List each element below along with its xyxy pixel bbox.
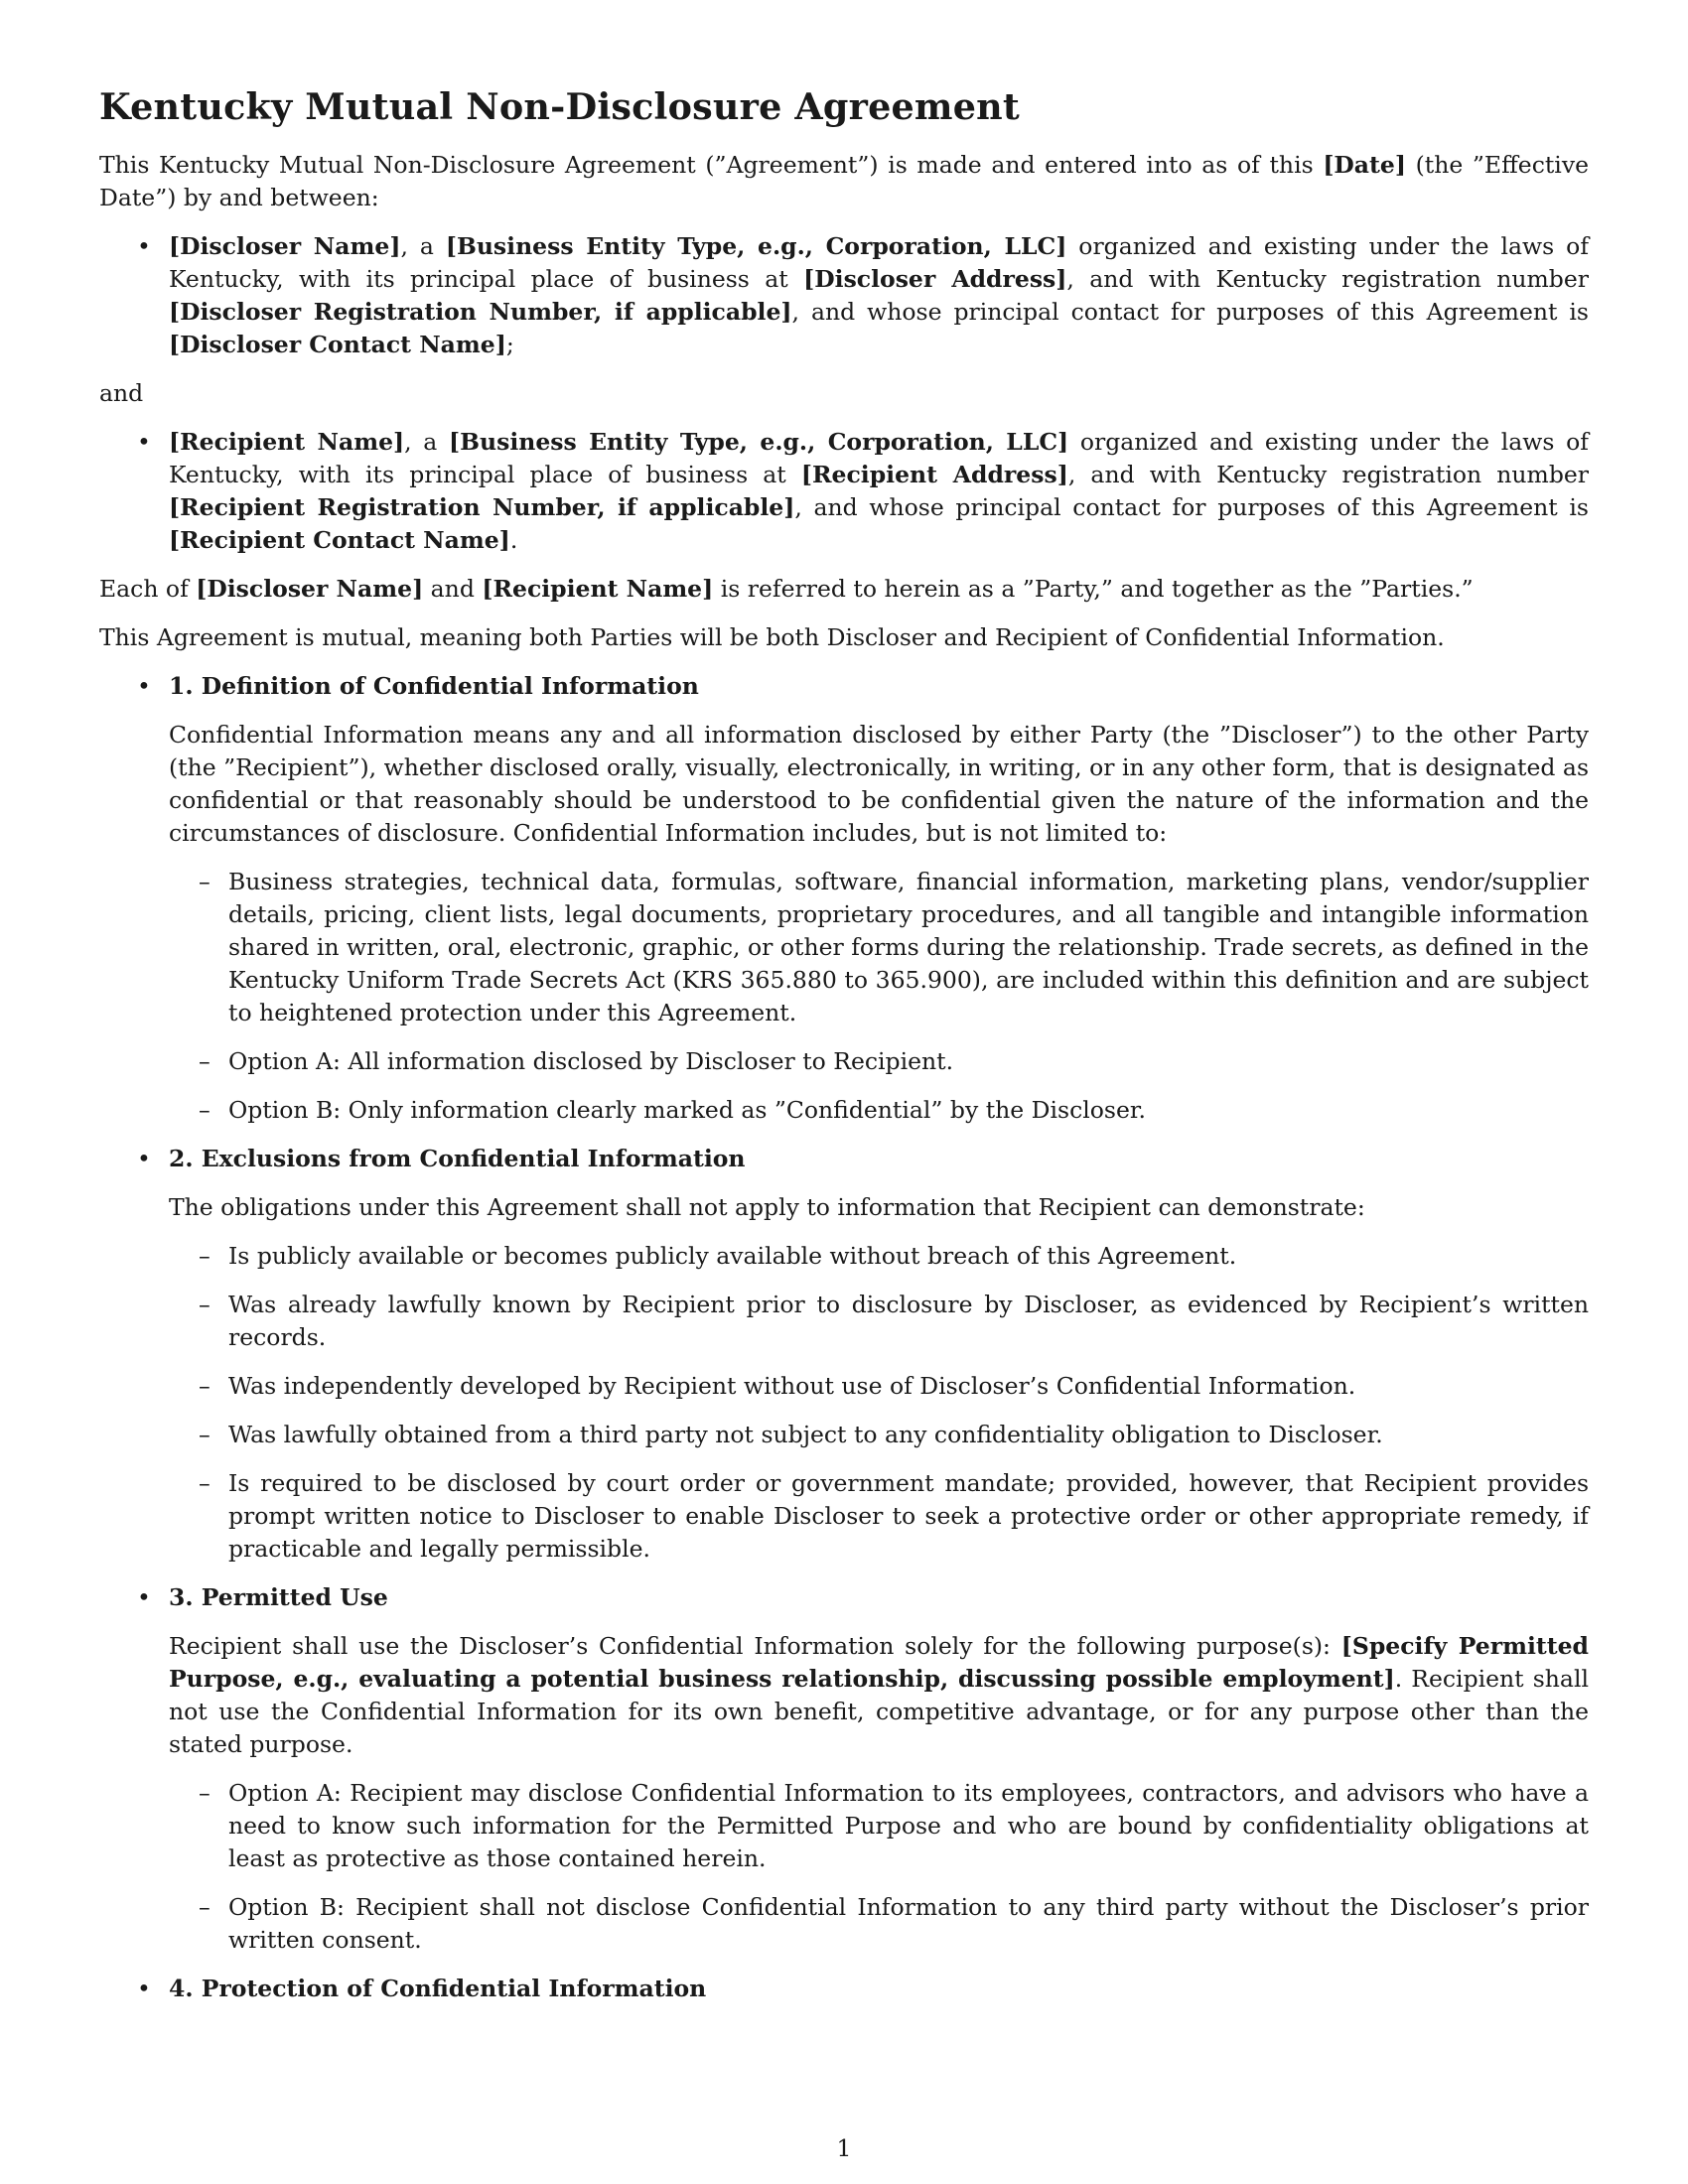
party-list-recipient [99, 426, 1589, 557]
list-item: – Business strategies, technical data, formulas, software, financial information, marketing plans, vendor/supplier details, pricing, client lists, legal documents, proprietary procedures, and all tangible and intangible information shared in written, oral, electronic, graphic, or other forms during the relationship. Trade secrets, as defined in the Kentucky Uniform Trade Secrets Act (KRS 365.880 to 365.900), are included within this definition and are subject to heightened protection under this Agreement. [169, 866, 1589, 1029]
section-3-items [169, 1777, 1589, 1957]
party-list-discloser [99, 230, 1589, 361]
section-body: Confidential Information means any and all information disclosed by either Party (the ”Discloser”) to the other Party (the ”Recipient”), whether disclosed orally, visually, electronically, in writing, or in any other form, that is designated as confidential or that reasonably should be understood to be confidential given the nature of the information and the circumstances of disclosure. Confidential Information includes, but is not limited to: [169, 721, 1589, 847]
list-item: – Option B: Recipient shall not disclose Confidential Information to any third party without the Discloser’s prior written consent. [169, 1891, 1589, 1957]
section-heading: • 3. Permitted Use [169, 1583, 388, 1611]
mutual-paragraph: This Agreement is mutual, meaning both Parties will be both Discloser and Recipient of Confidential Information. [99, 623, 1445, 651]
recipient-party-item: • [Recipient Name], a [Business Entity Type, e.g., Corporation, LLC] organized and existing under the laws of Kentucky, with its principal place of business at [Recipient Address], and with Kentucky registration number [Recipient Registration Number, if applicable], and whose principal contact for purposes of this Agreement is [Recipient Contact Name]. [99, 426, 1589, 557]
list-item: – Option B: Only information clearly marked as ”Confidential” by the Discloser. [169, 1094, 1589, 1127]
date-placeholder: [Date] [1323, 151, 1406, 179]
section-heading: • 2. Exclusions from Confidential Information [169, 1145, 746, 1172]
section-3 [99, 1581, 1589, 1957]
permitted-purpose-placeholder: [Specify Permitted Purpose, e.g., evaluating a potential business relationship, discussing possible employment] [169, 1632, 1589, 1693]
sections-list [99, 670, 1589, 2005]
document-body [99, 85, 1589, 2021]
section-body: Recipient shall use the Discloser’s Confidential Information solely for the following purpose(s): [Specify Permitted Purpose, e.g., evaluating a potential business relationship, discussing possible employment]. Recipient shall not use the Confidential Information for its own benefit, competitive advantage, or for any purpose other than the stated purpose. [169, 1632, 1589, 1758]
list-item: – Is required to be disclosed by court order or government mandate; provided, however, that Recipient provides prompt written notice to Discloser to enable Discloser to seek a protective order or other appropriate remedy, if practicable and legally permissible. [169, 1467, 1589, 1566]
intro-paragraph: This Kentucky Mutual Non-Disclosure Agreement (”Agreement”) is made and entered into as of this [Date] (the ”Effective Date”) by and between: [99, 151, 1589, 211]
list-item: – Option A: Recipient may disclose Confidential Information to its employees, contractors, and advisors who have a need to know such information for the Permitted Purpose and who are bound by confidentiality obligations at least as protective as those contained herein. [169, 1777, 1589, 1875]
section-body: The obligations under this Agreement shall not apply to information that Recipient can demonstrate: [169, 1193, 1365, 1221]
list-item: – Was lawfully obtained from a third party not subject to any confidentiality obligation to Discloser. [169, 1419, 1589, 1451]
and-connector: and [99, 379, 144, 407]
list-item: – Is publicly available or becomes publicly available without breach of this Agreement. [169, 1240, 1589, 1273]
section-2 [99, 1143, 1589, 1566]
list-item: – Option A: All information disclosed by Discloser to Recipient. [169, 1045, 1589, 1078]
document-title: Kentucky Mutual Non-Disclosure Agreement [99, 85, 1020, 128]
list-item: – Was already lawfully known by Recipient prior to disclosure by Discloser, as evidenced by Recipient’s written records. [169, 1289, 1589, 1354]
section-2-items [169, 1240, 1589, 1566]
parties-paragraph: Each of [Discloser Name] and [Recipient Name] is referred to herein as a ”Party,” and together as the ”Parties.” [99, 575, 1474, 603]
section-heading: • 4. Protection of Confidential Information [169, 1975, 707, 2002]
page-number: 1 [836, 2134, 852, 2162]
section-heading: • 1. Definition of Confidential Information [169, 672, 699, 700]
section-4 [99, 1973, 1589, 2005]
list-item: – Was independently developed by Recipient without use of Discloser’s Confidential Information. [169, 1370, 1589, 1403]
discloser-party-item: • [Discloser Name], a [Business Entity Type, e.g., Corporation, LLC] organized and existing under the laws of Kentucky, with its principal place of business at [Discloser Address], and with Kentucky registration number [Discloser Registration Number, if applicable], and whose principal contact for purposes of this Agreement is [Discloser Contact Name]; [99, 230, 1589, 361]
section-1-items [169, 866, 1589, 1127]
section-1 [99, 670, 1589, 1127]
